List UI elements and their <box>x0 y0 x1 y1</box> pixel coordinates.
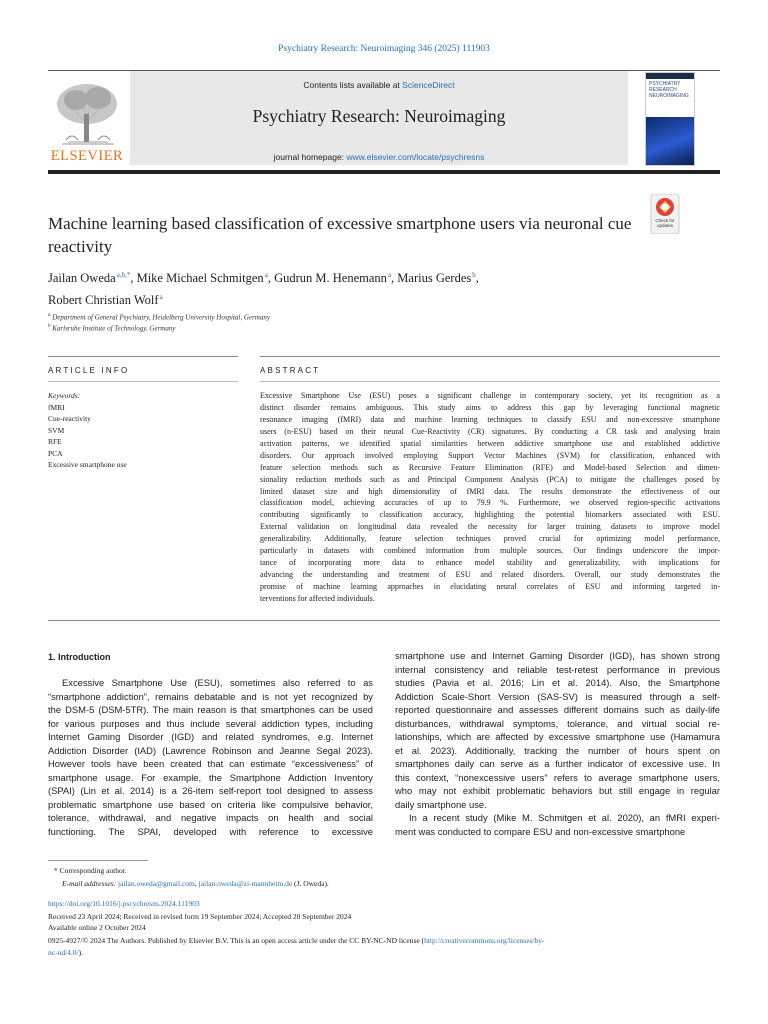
text-line: resonance imaging (fMRI) data and machine learning techniques to classify ESU and non-excessive smartphone <box>260 414 720 424</box>
text-line: tolerance, withdrawal, and negative impacts on health and social <box>48 812 373 823</box>
intro-left-column <box>48 676 373 838</box>
text-line: for various purposes and thus include several addiction types, including <box>48 717 373 729</box>
text-line: smartphone usage. For example, the Smartphone Addiction Inventory <box>48 771 373 783</box>
text-line: Excessive Smartphone Use (ESU), sometimes also referred to as <box>62 677 373 688</box>
text-line: this context, “nonexcessive users” refers to average smartphone users, <box>395 771 720 783</box>
abstract-rule <box>260 356 720 357</box>
text-line: contributing significantly to classification accuracy, highlighting the potential biomarkers associated with ESU. <box>260 510 720 520</box>
article-info-heading: ARTICLE INFO <box>48 366 130 375</box>
available-online: Available online 2 October 2024 <box>48 923 146 932</box>
license-statement: 0925-4927/© 2024 The Authors. Published by Elsevier B.V. This is an open access article under the CC BY-NC-ND license (http://creativecommons.org/licenses/by- nc-nd/4.0/). <box>48 936 545 957</box>
text-line: et al. 2023). Additionally, tracking the number of hours spent on <box>395 744 720 756</box>
elsevier-wordmark: ELSEVIER <box>50 148 124 164</box>
text-line: Addiction Disorder (IAD) (Lawrence Robinson and Jeanne Segal 2023). <box>48 744 373 756</box>
affiliation: $^a$ Department of General Psychiatry, Heidelberg University Hospital, Germany <box>48 313 270 322</box>
abstract-subrule <box>260 381 720 382</box>
text-line: lationships, which are affected by excessive smartphone use (Hamamura <box>395 731 720 742</box>
text-line: Excessive Smartphone Use (ESU) poses a significant challenge in contemporary society, yet its recognition as a <box>260 391 720 400</box>
text-line: promise of machine learning approaches in elucidating neural correlates of ESU and informing targeted in- <box>260 582 720 591</box>
author-affiliation-marker[interactable]: a <box>264 271 268 279</box>
keywords-label: Keywords: <box>48 391 81 400</box>
doi-link[interactable]: https://doi.org/10.1016/j.pscychresns.2024.111903 <box>48 899 200 908</box>
license-link[interactable]: nc-nd/4.0/ <box>48 948 79 957</box>
keyword: Excessive smartphone use <box>48 460 127 469</box>
text-line: internal consistency and reliable test-retest performance in previous <box>395 663 720 675</box>
corresponding-author-note: * Corresponding author. <box>54 866 127 875</box>
text-line: particularly in datasets with combined information from multiple sources. Our findings underscore the impor- <box>260 546 720 556</box>
text-line: Addiction Scale-Short Version (SAS-SV) is measured through a self- <box>395 690 720 702</box>
text-line: who may not exhibit problematic behaviors but still engage in regular <box>395 785 720 796</box>
affiliation: $^b$ Karlsruhe Institute of Technology, Germany <box>48 324 176 333</box>
elsevier-logo[interactable] <box>48 78 126 162</box>
author-affiliation-marker[interactable]: a,b,* <box>116 271 131 279</box>
abstract-bottom-rule <box>48 620 720 621</box>
check-for-updates-badge[interactable] <box>645 194 685 234</box>
author-affiliation-marker[interactable]: b <box>472 271 476 279</box>
text-line: generalizability. Additionally, feature selection techniques proved crucial for optimizing model performance, <box>260 534 720 544</box>
journal-reference[interactable]: Psychiatry Research: Neuroimaging 346 (2025) 111903 <box>278 44 490 54</box>
author-name[interactable]: Mike Michael Schmitgen <box>136 271 264 286</box>
article-info-rule <box>48 356 238 357</box>
text-line: studies (Pavia et al. 2016; Lin et al. 2014). Also, the Smartphone <box>395 677 720 688</box>
author-name[interactable]: Robert Christian Wolf <box>48 293 159 308</box>
cover-image <box>646 117 694 165</box>
text-line: classification model, achieving accuracies of up to 79.9 %. Furthermore, we observed region-specific activations <box>260 498 720 508</box>
author-list: Jailan Oweda $^{a,b,*}$, Mike Michael Schmitgen $^a$, Gudrun M. Henemann $^a$, Marius Gerdes $^b$, Robert Christian Wolf $^a$ <box>48 271 479 308</box>
text-line: advancing the understanding and treatment of ESU and related disorders. Overall, our study demonstrates the <box>260 570 720 580</box>
article-title: Machine learning based classification of excessive smartphone users via neuronal cue reactivity <box>48 214 632 256</box>
contents-line: Contents lists available at ScienceDirect <box>303 80 455 90</box>
author-name[interactable]: Marius Gerdes <box>397 271 472 286</box>
text-line: In a recent study (Mike M. Schmitgen et al. 2020), an fMRI experi- <box>409 812 720 823</box>
text-line: (SPAI) (Lin et al. 2014) is a 26-item self-report tool designed to assess <box>48 785 373 796</box>
introduction-heading: 1. Introduction <box>48 652 111 662</box>
journal-cover[interactable] <box>645 72 695 166</box>
keywords-block <box>48 390 238 471</box>
sciencedirect-link[interactable]: ScienceDirect <box>402 80 455 90</box>
text-line: smartphone use and Internet Gaming Disorder (IGD), has shown strong <box>395 650 720 661</box>
crossmark-icon <box>645 194 685 234</box>
text-line: functioning. The SPAI, developed with reference to excessive <box>48 825 373 837</box>
footnote-rule <box>48 860 148 861</box>
text-line: daily smartphone use. <box>395 798 487 810</box>
text-line: smartphones daily can serve as a further indicator of excessive use. In <box>395 758 720 769</box>
text-line: However tools have been created that can estimate “excessiveness” of <box>48 758 373 769</box>
crossmark-label: Check for updates <box>655 218 675 228</box>
text-line: problematic smartphone use based on criteria like compulsive behavior, <box>48 798 373 810</box>
email-link[interactable]: jailan.oweda@zi-mannheim.de <box>198 879 293 888</box>
license-link[interactable]: http://creativecommons.org/licenses/by- <box>424 936 545 945</box>
author-affiliation-marker[interactable]: a <box>159 293 163 302</box>
text-line: Internet Gaming Disorder (IGD) and related syndromes, e.g. Internet <box>48 731 373 742</box>
keyword: Cue-reactivity <box>48 414 91 423</box>
author-name[interactable]: Jailan Oweda <box>48 271 116 286</box>
cover-top-band <box>646 73 694 79</box>
journal-homepage: journal homepage: www.elsevier.com/locate/psychresns <box>273 152 485 162</box>
text-line: the DSM-5 (DSM-5TR). The main reason is that smartphones can be used <box>48 704 373 715</box>
keyword: fMRI <box>48 402 65 412</box>
article-info-subrule <box>48 381 238 382</box>
text-line: tance of incorporating more data to enhance model stability and generalizability, with implications for <box>260 558 720 568</box>
email-addresses: E-mail addresses: jailan.oweda@gmail.com, jailan.oweda@zi-mannheim.de (J. Oweda). <box>62 879 329 888</box>
text-line: sionality reduction methods such as and Principal Component Analysis (PCA) to mitigate the challenges posed by <box>260 474 720 484</box>
journal-title: Psychiatry Research: Neuroimaging <box>252 106 506 126</box>
text-line: reported questionnaire and assesses different domains such as daily-life <box>395 704 720 715</box>
email-link[interactable]: jailan.oweda@gmail.com <box>117 879 195 888</box>
received-dates: Received 23 April 2024; Received in revised form 19 September 2024; Accepted 20 September 2024 <box>48 912 352 921</box>
text-line: disturbances, withdrawal symptoms, tolerance, and virtual social re- <box>395 717 720 729</box>
author-name[interactable]: Gudrun M. Henemann <box>274 271 387 286</box>
text-line: ment was conducted to compare ESU and non-excessive smartphone <box>395 825 686 837</box>
text-line: limited dataset size and high dimensionality of fMRI data. The results demonstrate the effectiveness of our <box>260 486 720 496</box>
abstract-text <box>260 390 720 605</box>
text-line: activation patterns, we identified spatial similarities between addictive smartphone use and established addictive <box>260 438 720 448</box>
text-line: distinct disorder remains ambiguous. This study aims to address this gap by leveraging functional magnetic <box>260 402 720 412</box>
text-line: users (n-ESU) based on their neural Cue-Reactivity (CR) signatures. By conducting a CR task and analysing brain <box>260 426 720 436</box>
header-thick-rule <box>48 170 720 174</box>
keyword: SVM <box>48 425 65 435</box>
keyword: PCA <box>48 448 63 458</box>
text-line: “smartphone addiction”, remains debatable and is not yet recognized by <box>48 690 373 702</box>
cover-title: PSYCHIATRY RESEARCH NEUROIMAGING <box>649 81 689 99</box>
keyword: RFE <box>48 437 62 446</box>
text-line: feature selection methods such as Recursive Feature Elimination (RFE) and Model-based Selection and dimen- <box>260 462 720 472</box>
author-affiliation-marker[interactable]: a <box>387 271 392 279</box>
text-line: External validation on longitudinal data revealed the necessity for larger training datasets to improve model <box>260 522 720 532</box>
text-line: disorders. Our approach involved employing Support Vector Machines (SVM) for classification, enhanced with <box>260 450 720 460</box>
homepage-link[interactable]: www.elsevier.com/locate/psychresns <box>346 152 485 162</box>
text-line: terventions for affected individuals. <box>260 593 375 603</box>
intro-right-column <box>395 649 720 838</box>
abstract-heading: ABSTRACT <box>260 366 321 375</box>
